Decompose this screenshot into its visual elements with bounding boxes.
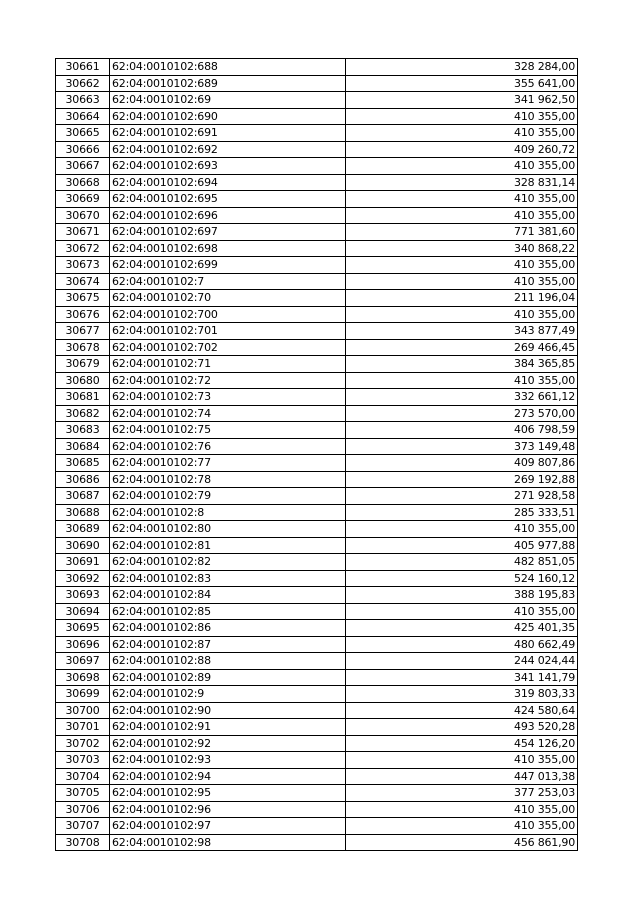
row-number-cell: 30669 [56, 191, 110, 208]
row-number-cell: 30694 [56, 603, 110, 620]
table-row [56, 834, 578, 851]
row-number-cell: 30681 [56, 389, 110, 406]
cadastral-number-cell: 62:04:0010102:87 [110, 636, 346, 653]
table-row [56, 323, 578, 340]
cadastral-number-cell: 62:04:0010102:75 [110, 422, 346, 439]
table-row [56, 818, 578, 835]
cadastral-number-cell: 62:04:0010102:696 [110, 207, 346, 224]
row-number-cell: 30704 [56, 768, 110, 785]
cadastral-number-cell: 62:04:0010102:97 [110, 818, 346, 835]
cadastral-number-cell: 62:04:0010102:76 [110, 438, 346, 455]
cadastral-value-cell: 373 149,48 [346, 438, 578, 455]
cadastral-number-cell: 62:04:0010102:89 [110, 669, 346, 686]
table-row [56, 636, 578, 653]
cadastral-value-cell: 410 355,00 [346, 207, 578, 224]
cadastral-value-cell: 410 355,00 [346, 801, 578, 818]
cadastral-number-cell: 62:04:0010102:85 [110, 603, 346, 620]
table-row [56, 158, 578, 175]
cadastral-value-cell: 410 355,00 [346, 158, 578, 175]
cadastral-value-cell: 343 877,49 [346, 323, 578, 340]
table-row [56, 191, 578, 208]
table-row [56, 356, 578, 373]
cadastral-value-cell: 454 126,20 [346, 735, 578, 752]
row-number-cell: 30664 [56, 108, 110, 125]
table-row [56, 75, 578, 92]
cadastral-value-cell: 355 641,00 [346, 75, 578, 92]
cadastral-number-cell: 62:04:0010102:78 [110, 471, 346, 488]
cadastral-number-cell: 62:04:0010102:90 [110, 702, 346, 719]
row-number-cell: 30662 [56, 75, 110, 92]
table-row [56, 389, 578, 406]
row-number-cell: 30685 [56, 455, 110, 472]
cadastral-value-cell: 771 381,60 [346, 224, 578, 241]
cadastral-value-cell: 524 160,12 [346, 570, 578, 587]
table-row [56, 801, 578, 818]
row-number-cell: 30706 [56, 801, 110, 818]
row-number-cell: 30698 [56, 669, 110, 686]
table-row [56, 207, 578, 224]
cadastral-number-cell: 62:04:0010102:690 [110, 108, 346, 125]
table-row [56, 521, 578, 538]
cadastral-value-cell: 482 851,05 [346, 554, 578, 571]
cadastral-number-cell: 62:04:0010102:81 [110, 537, 346, 554]
table-row [56, 438, 578, 455]
row-number-cell: 30674 [56, 273, 110, 290]
row-number-cell: 30687 [56, 488, 110, 505]
row-number-cell: 30684 [56, 438, 110, 455]
table-row [56, 92, 578, 109]
table-row [56, 537, 578, 554]
cadastral-number-cell: 62:04:0010102:80 [110, 521, 346, 538]
row-number-cell: 30700 [56, 702, 110, 719]
row-number-cell: 30678 [56, 339, 110, 356]
row-number-cell: 30679 [56, 356, 110, 373]
row-number-cell: 30697 [56, 653, 110, 670]
table-row [56, 620, 578, 637]
row-number-cell: 30668 [56, 174, 110, 191]
cadastral-value-cell: 410 355,00 [346, 306, 578, 323]
table-row [56, 257, 578, 274]
table-row [56, 570, 578, 587]
cadastral-value-cell: 341 962,50 [346, 92, 578, 109]
cadastral-value-cell: 410 355,00 [346, 521, 578, 538]
cadastral-number-cell: 62:04:0010102:92 [110, 735, 346, 752]
cadastral-value-cell: 285 333,51 [346, 504, 578, 521]
cadastral-number-cell: 62:04:0010102:69 [110, 92, 346, 109]
cadastral-number-cell: 62:04:0010102:74 [110, 405, 346, 422]
cadastral-number-cell: 62:04:0010102:688 [110, 59, 346, 76]
cadastral-value-cell: 384 365,85 [346, 356, 578, 373]
row-number-cell: 30665 [56, 125, 110, 142]
cadastral-value-cell: 211 196,04 [346, 290, 578, 307]
cadastral-value-cell: 410 355,00 [346, 372, 578, 389]
cadastral-number-cell: 62:04:0010102:86 [110, 620, 346, 637]
row-number-cell: 30690 [56, 537, 110, 554]
row-number-cell: 30667 [56, 158, 110, 175]
cadastral-value-cell: 425 401,35 [346, 620, 578, 637]
row-number-cell: 30671 [56, 224, 110, 241]
row-number-cell: 30661 [56, 59, 110, 76]
table-row [56, 108, 578, 125]
table-row [56, 141, 578, 158]
cadastral-value-cell: 410 355,00 [346, 257, 578, 274]
table-row [56, 59, 578, 76]
row-number-cell: 30701 [56, 719, 110, 736]
table-row [56, 653, 578, 670]
row-number-cell: 30707 [56, 818, 110, 835]
cadastral-number-cell: 62:04:0010102:698 [110, 240, 346, 257]
table-row [56, 339, 578, 356]
cadastral-number-cell: 62:04:0010102:70 [110, 290, 346, 307]
cadastral-number-cell: 62:04:0010102:73 [110, 389, 346, 406]
cadastral-value-cell: 410 355,00 [346, 603, 578, 620]
row-number-cell: 30708 [56, 834, 110, 851]
cadastral-value-cell: 480 662,49 [346, 636, 578, 653]
table-row [56, 735, 578, 752]
cadastral-number-cell: 62:04:0010102:693 [110, 158, 346, 175]
row-number-cell: 30695 [56, 620, 110, 637]
row-number-cell: 30688 [56, 504, 110, 521]
cadastral-value-cell: 332 661,12 [346, 389, 578, 406]
table-row [56, 785, 578, 802]
cadastral-number-cell: 62:04:0010102:91 [110, 719, 346, 736]
cadastral-value-cell: 271 928,58 [346, 488, 578, 505]
table-row [56, 125, 578, 142]
cadastral-number-cell: 62:04:0010102:697 [110, 224, 346, 241]
row-number-cell: 30680 [56, 372, 110, 389]
table-row [56, 587, 578, 604]
row-number-cell: 30670 [56, 207, 110, 224]
table-row [56, 422, 578, 439]
cadastral-value-cell: 377 253,03 [346, 785, 578, 802]
cadastral-value-cell: 410 355,00 [346, 273, 578, 290]
cadastral-value-cell: 328 831,14 [346, 174, 578, 191]
row-number-cell: 30686 [56, 471, 110, 488]
row-number-cell: 30672 [56, 240, 110, 257]
row-number-cell: 30696 [56, 636, 110, 653]
row-number-cell: 30677 [56, 323, 110, 340]
cadastral-number-cell: 62:04:0010102:82 [110, 554, 346, 571]
table-row [56, 752, 578, 769]
row-number-cell: 30702 [56, 735, 110, 752]
table-row [56, 405, 578, 422]
cadastral-number-cell: 62:04:0010102:7 [110, 273, 346, 290]
cadastral-value-table [55, 58, 578, 851]
table-row [56, 372, 578, 389]
table-row [56, 669, 578, 686]
cadastral-number-cell: 62:04:0010102:88 [110, 653, 346, 670]
cadastral-number-cell: 62:04:0010102:79 [110, 488, 346, 505]
table-row [56, 719, 578, 736]
cadastral-value-cell: 328 284,00 [346, 59, 578, 76]
row-number-cell: 30682 [56, 405, 110, 422]
cadastral-number-cell: 62:04:0010102:84 [110, 587, 346, 604]
cadastral-number-cell: 62:04:0010102:98 [110, 834, 346, 851]
row-number-cell: 30663 [56, 92, 110, 109]
cadastral-number-cell: 62:04:0010102:692 [110, 141, 346, 158]
cadastral-number-cell: 62:04:0010102:96 [110, 801, 346, 818]
table-body [56, 59, 578, 851]
row-number-cell: 30699 [56, 686, 110, 703]
table-row [56, 768, 578, 785]
table-row [56, 702, 578, 719]
cadastral-value-cell: 244 024,44 [346, 653, 578, 670]
row-number-cell: 30689 [56, 521, 110, 538]
table-row [56, 240, 578, 257]
cadastral-value-cell: 410 355,00 [346, 108, 578, 125]
table-row [56, 686, 578, 703]
cadastral-number-cell: 62:04:0010102:699 [110, 257, 346, 274]
row-number-cell: 30691 [56, 554, 110, 571]
cadastral-number-cell: 62:04:0010102:71 [110, 356, 346, 373]
cadastral-value-cell: 456 861,90 [346, 834, 578, 851]
row-number-cell: 30675 [56, 290, 110, 307]
row-number-cell: 30673 [56, 257, 110, 274]
cadastral-number-cell: 62:04:0010102:8 [110, 504, 346, 521]
table-row [56, 174, 578, 191]
cadastral-number-cell: 62:04:0010102:77 [110, 455, 346, 472]
cadastral-value-cell: 273 570,00 [346, 405, 578, 422]
cadastral-value-cell: 340 868,22 [346, 240, 578, 257]
row-number-cell: 30683 [56, 422, 110, 439]
cadastral-value-cell: 410 355,00 [346, 752, 578, 769]
cadastral-value-cell: 424 580,64 [346, 702, 578, 719]
cadastral-number-cell: 62:04:0010102:691 [110, 125, 346, 142]
cadastral-value-cell: 410 355,00 [346, 191, 578, 208]
row-number-cell: 30705 [56, 785, 110, 802]
cadastral-value-cell: 341 141,79 [346, 669, 578, 686]
cadastral-value-cell: 269 192,88 [346, 471, 578, 488]
cadastral-value-cell: 388 195,83 [346, 587, 578, 604]
cadastral-number-cell: 62:04:0010102:700 [110, 306, 346, 323]
table-row [56, 554, 578, 571]
cadastral-value-cell: 409 807,86 [346, 455, 578, 472]
cadastral-number-cell: 62:04:0010102:702 [110, 339, 346, 356]
cadastral-value-cell: 405 977,88 [346, 537, 578, 554]
table-row [56, 455, 578, 472]
cadastral-value-cell: 447 013,38 [346, 768, 578, 785]
cadastral-number-cell: 62:04:0010102:694 [110, 174, 346, 191]
cadastral-number-cell: 62:04:0010102:695 [110, 191, 346, 208]
table-row [56, 273, 578, 290]
table-row [56, 306, 578, 323]
table-row [56, 471, 578, 488]
cadastral-number-cell: 62:04:0010102:689 [110, 75, 346, 92]
cadastral-number-cell: 62:04:0010102:93 [110, 752, 346, 769]
table-row [56, 504, 578, 521]
cadastral-value-cell: 269 466,45 [346, 339, 578, 356]
cadastral-value-cell: 410 355,00 [346, 818, 578, 835]
row-number-cell: 30692 [56, 570, 110, 587]
cadastral-number-cell: 62:04:0010102:94 [110, 768, 346, 785]
cadastral-number-cell: 62:04:0010102:72 [110, 372, 346, 389]
table-row [56, 290, 578, 307]
cadastral-value-cell: 410 355,00 [346, 125, 578, 142]
cadastral-value-cell: 493 520,28 [346, 719, 578, 736]
table-row [56, 603, 578, 620]
cadastral-number-cell: 62:04:0010102:9 [110, 686, 346, 703]
row-number-cell: 30676 [56, 306, 110, 323]
row-number-cell: 30693 [56, 587, 110, 604]
row-number-cell: 30666 [56, 141, 110, 158]
table-row [56, 488, 578, 505]
cadastral-value-cell: 406 798,59 [346, 422, 578, 439]
cadastral-number-cell: 62:04:0010102:83 [110, 570, 346, 587]
cadastral-number-cell: 62:04:0010102:701 [110, 323, 346, 340]
cadastral-value-cell: 319 803,33 [346, 686, 578, 703]
cadastral-value-cell: 409 260,72 [346, 141, 578, 158]
table-row [56, 224, 578, 241]
row-number-cell: 30703 [56, 752, 110, 769]
cadastral-number-cell: 62:04:0010102:95 [110, 785, 346, 802]
